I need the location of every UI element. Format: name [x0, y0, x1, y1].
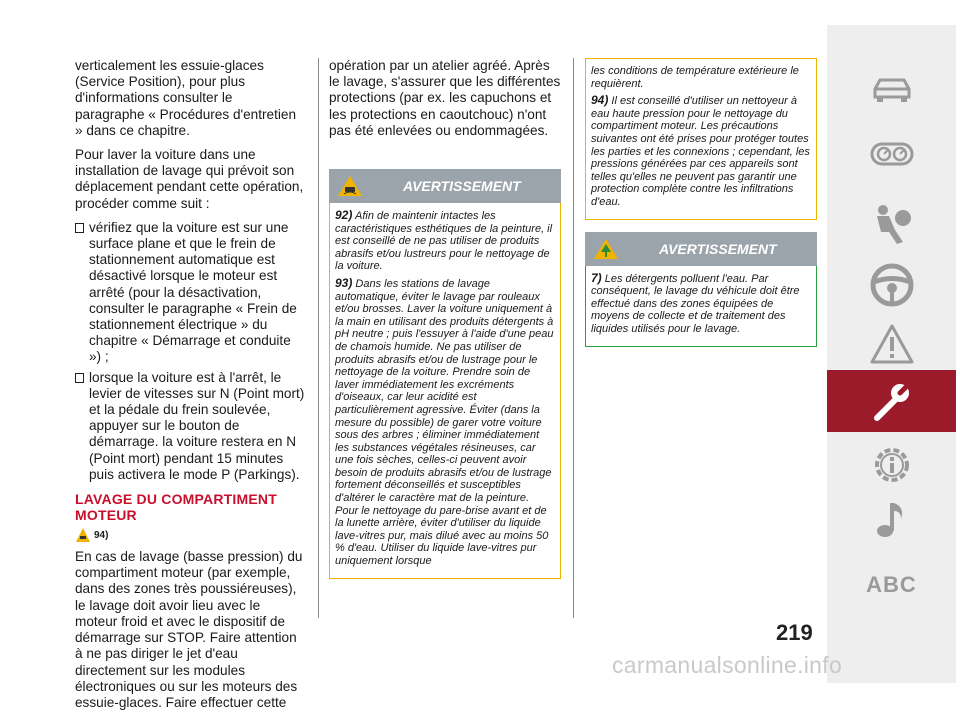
chapter-sidebar [827, 25, 956, 683]
watermark: carmanualsonline.info [612, 652, 843, 678]
paragraph: Pour laver la voiture dans une installation de lavage qui prévoit son déplacement pendant cette opération, procéder comme suit : [75, 147, 304, 211]
middle-column [329, 58, 561, 579]
note-number: 7) [591, 270, 602, 285]
environment-warning-box [585, 266, 817, 347]
note-number: 94) [591, 93, 609, 108]
note [591, 94, 811, 208]
column-divider [318, 58, 319, 618]
steering-wheel-icon [869, 262, 915, 308]
paragraph: En cas de lavage (basse pression) du compartiment moteur (par exemple, dans des zones très poussiéreuses), le lavage doit avoir lieu avec le moteur froid et avec le dispositif de démarrage sur STOP. Faire attention à ne pas diriger le jet d'eau directement sur les modules électroniques ou sur les moteurs des essuie-glaces. Faire effectuer cette [75, 549, 303, 710]
sidebar-item-dashboard[interactable] [827, 125, 956, 185]
paragraph: opération par un atelier agréé. Après le lavage, s'assurer que les différentes protections (par ex. les capuchons et les protections en caoutchouc) n'ont pas été enlevées ou endommagées. [329, 58, 561, 138]
checkbox-bullet-icon [75, 373, 84, 383]
list-item-text: lorsque la voiture est à l'arrêt, le levier de vitesses sur N (Point mort) et la pédale du frein soulevée, appuyer sur le bouton de démarrage. la voiture restera en N (Point mort) pendant 15 minutes puis activera le mode P (Parkings). [89, 369, 305, 482]
warning-car-icon [337, 175, 363, 197]
section-title: LAVAGE DU COMPARTIMENT MOTEUR [75, 491, 277, 524]
column-divider [573, 58, 574, 618]
sidebar-item-specifications[interactable] [827, 435, 956, 495]
paragraph: verticalement les essuie-glaces (Service Position), pour plus d'informations consulter le paragraphe « Procédures d'entretien » dans ce chapitre. [75, 58, 296, 138]
note-number: 92) [335, 208, 353, 223]
note [591, 272, 811, 336]
sidebar-item-multimedia[interactable] [827, 490, 956, 550]
sidebar-item-safety[interactable] [827, 195, 956, 255]
note [335, 277, 555, 568]
page-number: 219 [776, 620, 813, 645]
dashboard-icon [869, 132, 915, 178]
note-continuation: les conditions de température extérieure le requièrent. [591, 65, 799, 90]
list-item [75, 370, 305, 483]
note-number: 93) [335, 275, 353, 290]
car-icon [869, 67, 915, 113]
warning-box [329, 203, 561, 579]
note-text: Dans les stations de lavage automatique, éviter le lavage par rouleaux et/ou brosses. Laver la voiture uniquement à la main en utilisant des produits détergents à pH neutre ; puis l'essuyer à l'aide d'une peau de chamois humide. Ne pas utiliser de produits abrasifs et/ou de lustrage pour le nettoyage de la voiture. Prendre soin de laver immédiatement les excréments d'oiseaux, car leur acidité est particulièrement agressive. Éviter (dans la mesure du possible) de garer votre voiture sous des arbres ; éliminer immédiatement les substances végétales résineuses, car une fois sèches, celles-ci peuvent avoir besoin de produits abrasifs et/ou de lustrage fortement déconseillés et susceptibles d'altérer le caractère mat de la peinture. Pour le nettoyage du pare-brise avant et de la lunette arrière, éviter d'utiliser du liquide lave-vitres pur, mais dilué avec au moins 50 % d'eau. Utiliser du liquide lave-vitres pur uniquement lorsque [335, 277, 554, 568]
note-text: Afin de maintenir intactes les caractéristiques esthétiques de la peinture, il est conseillé de ne pas utiliser de produits abrasifs et/ou lustreurs pour le nettoyage de la voiture. [335, 210, 553, 273]
list-item-text: vérifiez que la voiture est sur une surface plane et que le frein de stationnement automatique est désactivé lorsque le moteur est arrêté (pour la désactivation, consulter le paragraphe « Frein de stationnement électrique » du chapitre « Démarrage et conduite ») ; [89, 219, 297, 365]
note-text: Les détergents polluent l'eau. Par conséquent, le lavage du véhicule doit être effectué dans des zones équipées de moyens de collecte et de traitement des liquides utilisés pour le lavage. [591, 272, 800, 335]
warning-car-icon [75, 527, 91, 543]
note [335, 209, 555, 273]
environment-warning-header [585, 232, 817, 266]
sidebar-item-driving[interactable] [827, 255, 956, 315]
wrench-icon [869, 378, 915, 424]
music-note-icon [869, 497, 915, 543]
checkbox-bullet-icon [75, 223, 84, 233]
sidebar-item-emergency[interactable] [827, 315, 956, 375]
warning-box [585, 58, 817, 220]
list-item [75, 220, 305, 366]
index-abc-label: ABC [866, 572, 917, 597]
airbag-icon [869, 202, 915, 248]
note-text: Il est conseillé d'utiliser un nettoyeur à eau haute pression pour le nettoyage du compartiment moteur. Les précautions suivantes ont été prises pour protéger toutes les parties et les connexions ; cependant, les pressions générées par ces appareils sont telles qu'elles ne peuvent pas garantir une protection complète contre les infiltrations d'eau. [591, 95, 810, 208]
warning-title: AVERTISSEMENT [659, 240, 777, 257]
warning-title: AVERTISSEMENT [403, 178, 521, 195]
left-column [75, 58, 305, 719]
right-column [585, 58, 817, 347]
settings-info-icon [869, 442, 915, 488]
environment-tree-icon [593, 238, 619, 260]
warning-reference [75, 527, 305, 543]
sidebar-item-index[interactable] [827, 555, 956, 615]
reference-number: 94) [94, 529, 109, 541]
sidebar-item-maintenance[interactable] [827, 370, 956, 432]
warning-header [329, 169, 561, 203]
sidebar-item-car[interactable] [827, 60, 956, 120]
warning-triangle-icon [869, 322, 915, 368]
